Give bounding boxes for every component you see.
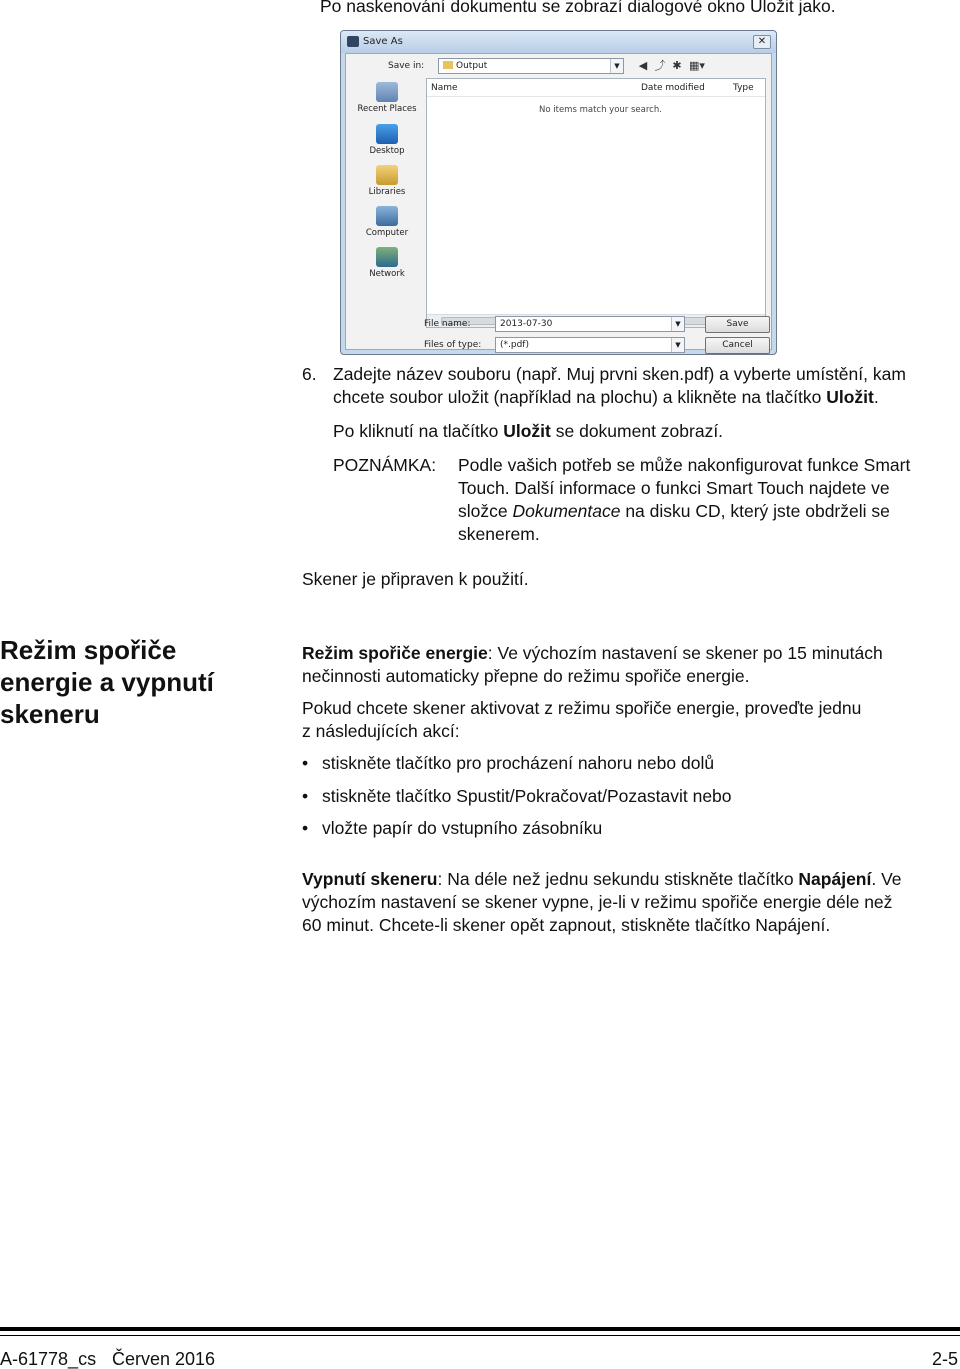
files-of-type-select[interactable] xyxy=(495,337,685,353)
save-as-dialog xyxy=(340,30,777,355)
up-folder-icon[interactable]: ⤴ xyxy=(654,59,666,72)
power-saver-term: Režim spořiče energie xyxy=(302,643,488,663)
new-folder-icon[interactable]: ✱ xyxy=(672,59,682,72)
place-recent-places[interactable]: Recent Places xyxy=(352,82,422,114)
power-off-line-2: výchozím nastavení se skener vypne, je-li v režimu spořiče energie déle než xyxy=(302,892,893,912)
power-saver-p1-line-2: nečinnosti automaticky přepne do režimu spořiče energie. xyxy=(302,666,750,686)
list-item: • stiskněte tlačítko pro procházení nahoru nebo dolů xyxy=(322,752,714,775)
footer-doc-id: A-61778_cs xyxy=(0,1349,97,1369)
power-off-line-1: Vypnutí skeneru: Na déle než jednu sekundu stiskněte tlačítko Napájení. Ve xyxy=(302,869,902,889)
power-saver-p1-line-1: Režim spořiče energie: Ve výchozím nastavení se skener po 15 minutách xyxy=(302,643,883,663)
place-libraries[interactable]: Libraries xyxy=(352,165,422,197)
back-icon[interactable]: ◀ xyxy=(638,59,648,72)
step-number: 6. xyxy=(302,364,317,384)
place-network[interactable]: Network xyxy=(352,247,422,279)
desktop-icon xyxy=(376,124,398,144)
file-name-value: 2013-07-30 xyxy=(500,319,553,329)
step-6-line-2: chcete soubor uložit (například na plochu) a klikněte na tlačítko Uložit. xyxy=(333,387,879,407)
section-heading-line-3: skeneru xyxy=(0,699,100,729)
chevron-down-icon[interactable]: ▼ xyxy=(671,317,684,331)
note-line-3: složce Dokumentace na disku CD, který jste obdrželi se xyxy=(458,501,890,521)
step-6-line-1: Zadejte název souboru (např. Muj prvni sken.pdf) a vyberte umístění, kam xyxy=(333,364,906,384)
close-button[interactable]: ✕ xyxy=(753,35,771,49)
empty-message: No items match your search. xyxy=(539,105,662,115)
chevron-down-icon[interactable]: ▼ xyxy=(671,338,684,352)
power-saver-p2-line-2: z následujících akcí: xyxy=(302,721,460,741)
save-in-select[interactable] xyxy=(438,58,624,74)
note-line-1: Podle vašich potřeb se může nakonfigurovat funkce Smart xyxy=(458,455,911,475)
intro-text: Po naskenování dokumentu se zobrazí dialogové okno Uložit jako. xyxy=(320,0,836,16)
note-line-2: Touch. Další informace o funkci Smart Touch najdete ve xyxy=(458,478,890,498)
place-computer[interactable]: Computer xyxy=(352,206,422,238)
dialog-body xyxy=(345,53,772,350)
column-type[interactable]: Type xyxy=(733,83,754,93)
file-name-input[interactable] xyxy=(495,316,685,332)
dialog-title-bar xyxy=(341,31,776,53)
view-menu-icon[interactable]: ▦▾ xyxy=(689,59,705,72)
file-name-label: File name: xyxy=(424,319,471,329)
documentation-folder: Dokumentace xyxy=(512,501,621,521)
files-of-type-value: (*.pdf) xyxy=(500,340,529,350)
computer-icon xyxy=(376,206,398,226)
section-heading-line-1: Režim spořiče xyxy=(0,635,177,665)
list-item: • stiskněte tlačítko Spustit/Pokračovat/Pozastavit nebo xyxy=(322,785,732,808)
power-saver-p2-line-1: Pokud chcete skener aktivovat z režimu spořiče energie, proveďte jednu xyxy=(302,698,862,718)
chevron-down-icon[interactable]: ▼ xyxy=(610,59,623,73)
ready-text: Skener je připraven k použití. xyxy=(302,569,529,589)
power-button-term: Napájení xyxy=(798,869,872,889)
footer-rule xyxy=(0,1327,960,1331)
libraries-icon xyxy=(376,165,398,185)
column-header xyxy=(427,79,765,97)
note-line-4: skenerem. xyxy=(458,524,540,544)
page-number: 2-5 xyxy=(931,1349,958,1369)
network-icon xyxy=(376,247,398,267)
power-off-term: Vypnutí skeneru xyxy=(302,869,438,889)
save-in-label: Save in: xyxy=(388,61,425,71)
list-item: • vložte papír do vstupního zásobníku xyxy=(322,817,602,840)
footer-rule-thin xyxy=(0,1335,960,1336)
note-label: POZNÁMKA: xyxy=(333,455,437,475)
section-heading-line-2: energie a vypnutí xyxy=(0,667,214,697)
place-desktop[interactable]: Desktop xyxy=(352,124,422,156)
step-6-sub: Po kliknutí na tlačítko Uložit se dokument zobrazí. xyxy=(333,421,724,441)
save-button[interactable]: Save xyxy=(705,316,770,333)
files-of-type-label: Files of type: xyxy=(424,340,482,350)
column-date-modified[interactable]: Date modified xyxy=(641,83,705,93)
places-bar xyxy=(352,78,422,318)
app-icon xyxy=(347,36,359,47)
footer-date: Červen 2016 xyxy=(112,1349,216,1369)
column-name[interactable]: Name xyxy=(431,83,458,93)
file-list[interactable] xyxy=(426,78,766,328)
save-term: Uložit xyxy=(503,421,551,441)
cancel-button[interactable]: Cancel xyxy=(705,337,770,354)
folder-icon xyxy=(443,61,453,69)
save-in-value: Output xyxy=(456,61,488,71)
dialog-title: Save As xyxy=(363,36,403,47)
save-term: Uložit xyxy=(826,387,874,407)
power-off-line-3: 60 minut. Chcete-li skener opět zapnout, stiskněte tlačítko Napájení. xyxy=(302,915,831,935)
recent-places-icon xyxy=(376,82,398,102)
